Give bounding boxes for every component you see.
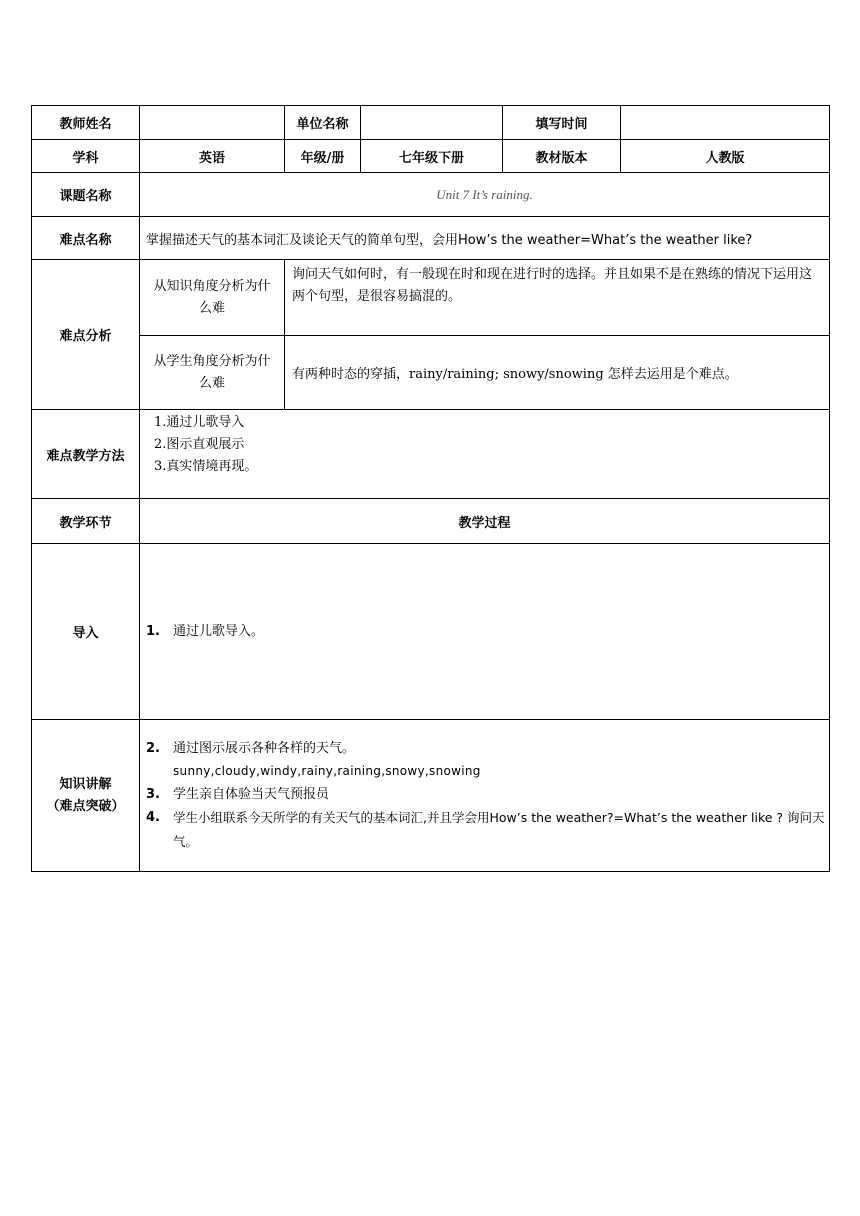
analysis-student-row bbox=[32, 336, 830, 410]
subject-value: 英语 bbox=[140, 140, 285, 173]
fill-date-label: 填写时间 bbox=[503, 106, 621, 140]
process-label: 教学过程 bbox=[140, 499, 830, 544]
fill-date-value[interactable] bbox=[621, 106, 830, 140]
teacher-name-label: 教师姓名 bbox=[32, 106, 140, 140]
step-text: 学生亲自体验当天气预报员 bbox=[173, 787, 330, 802]
teacher-name-value[interactable] bbox=[140, 106, 285, 140]
knowledge-angle-label-text: 从知识角度分析为什么难 bbox=[153, 278, 271, 316]
step-number: 2. bbox=[146, 741, 160, 756]
difficulty-label: 难点名称 bbox=[32, 217, 140, 260]
knowledge-step bbox=[146, 737, 829, 783]
difficulty-value: 掌握描述天气的基本词汇及谈论天气的简单句型，会用How’s the weather=What’s the weather like? bbox=[140, 217, 830, 260]
step-number: 4. bbox=[146, 810, 160, 825]
step-text: 通过图示展示各种各样的天气。 bbox=[173, 741, 356, 756]
analysis-label: 难点分析 bbox=[32, 260, 140, 410]
grade-value: 七年级下册 bbox=[361, 140, 503, 173]
knowledge-angle-text: 询问天气如何时，有一般现在时和现在进行时的选择。并且如果不是在熟练的情况下运用这两个句型，是很容易搞混的。 bbox=[285, 260, 830, 336]
unit-name-label: 单位名称 bbox=[285, 106, 361, 140]
student-angle-label bbox=[140, 336, 285, 410]
analysis-knowledge-row bbox=[32, 260, 830, 336]
intro-row bbox=[32, 544, 830, 720]
lesson-plan-table bbox=[31, 105, 830, 872]
step-number: 1. bbox=[146, 624, 160, 639]
subject-label: 学科 bbox=[32, 140, 140, 173]
topic-value: Unit 7 It’s raining. bbox=[140, 173, 830, 217]
step-number: 3. bbox=[146, 787, 160, 802]
stage-label: 教学环节 bbox=[32, 499, 140, 544]
unit-name-value[interactable] bbox=[361, 106, 503, 140]
weather-words: sunny,cloudy,windy,rainy,raining,snowy,snowing bbox=[173, 764, 481, 778]
methods-label: 难点教学方法 bbox=[32, 410, 140, 499]
knowledge-label-line2: （难点突破） bbox=[46, 798, 125, 814]
knowledge-content bbox=[140, 720, 830, 872]
step-text: 通过儿歌导入。 bbox=[173, 624, 265, 639]
knowledge-row bbox=[32, 720, 830, 872]
student-angle-label-text: 从学生角度分析为什么难 bbox=[153, 353, 271, 391]
student-angle-text: 有两种时态的穿插，rainy/raining; snowy/snowing 怎样去运用是个难点。 bbox=[285, 336, 830, 410]
knowledge-step bbox=[146, 783, 829, 806]
method-item: 3.真实情境再现。 bbox=[154, 459, 258, 474]
grade-label: 年级/册 bbox=[285, 140, 361, 173]
methods-row bbox=[32, 410, 830, 499]
intro-step bbox=[146, 620, 829, 643]
knowledge-label bbox=[32, 720, 140, 872]
method-item: 2.图示直观展示 bbox=[154, 437, 245, 452]
intro-content bbox=[140, 544, 830, 720]
knowledge-angle-label bbox=[140, 260, 285, 336]
topic-label: 课题名称 bbox=[32, 173, 140, 217]
edition-label: 教材版本 bbox=[503, 140, 621, 173]
difficulty-row bbox=[32, 217, 830, 260]
edition-value: 人教版 bbox=[621, 140, 830, 173]
header-row-2 bbox=[32, 140, 830, 173]
intro-label: 导入 bbox=[32, 544, 140, 720]
knowledge-label-line1: 知识讲解 bbox=[59, 776, 112, 792]
methods-list bbox=[140, 410, 830, 499]
method-item: 1.通过儿歌导入 bbox=[154, 415, 245, 430]
header-row-1 bbox=[32, 106, 830, 140]
step-text: 学生小组联系今天所学的有关天气的基本词汇,并且学会用How’s the weather?=What’s the weather like ? 询问天气。 bbox=[173, 810, 825, 849]
knowledge-step bbox=[146, 806, 829, 854]
topic-row bbox=[32, 173, 830, 217]
process-header-row bbox=[32, 499, 830, 544]
